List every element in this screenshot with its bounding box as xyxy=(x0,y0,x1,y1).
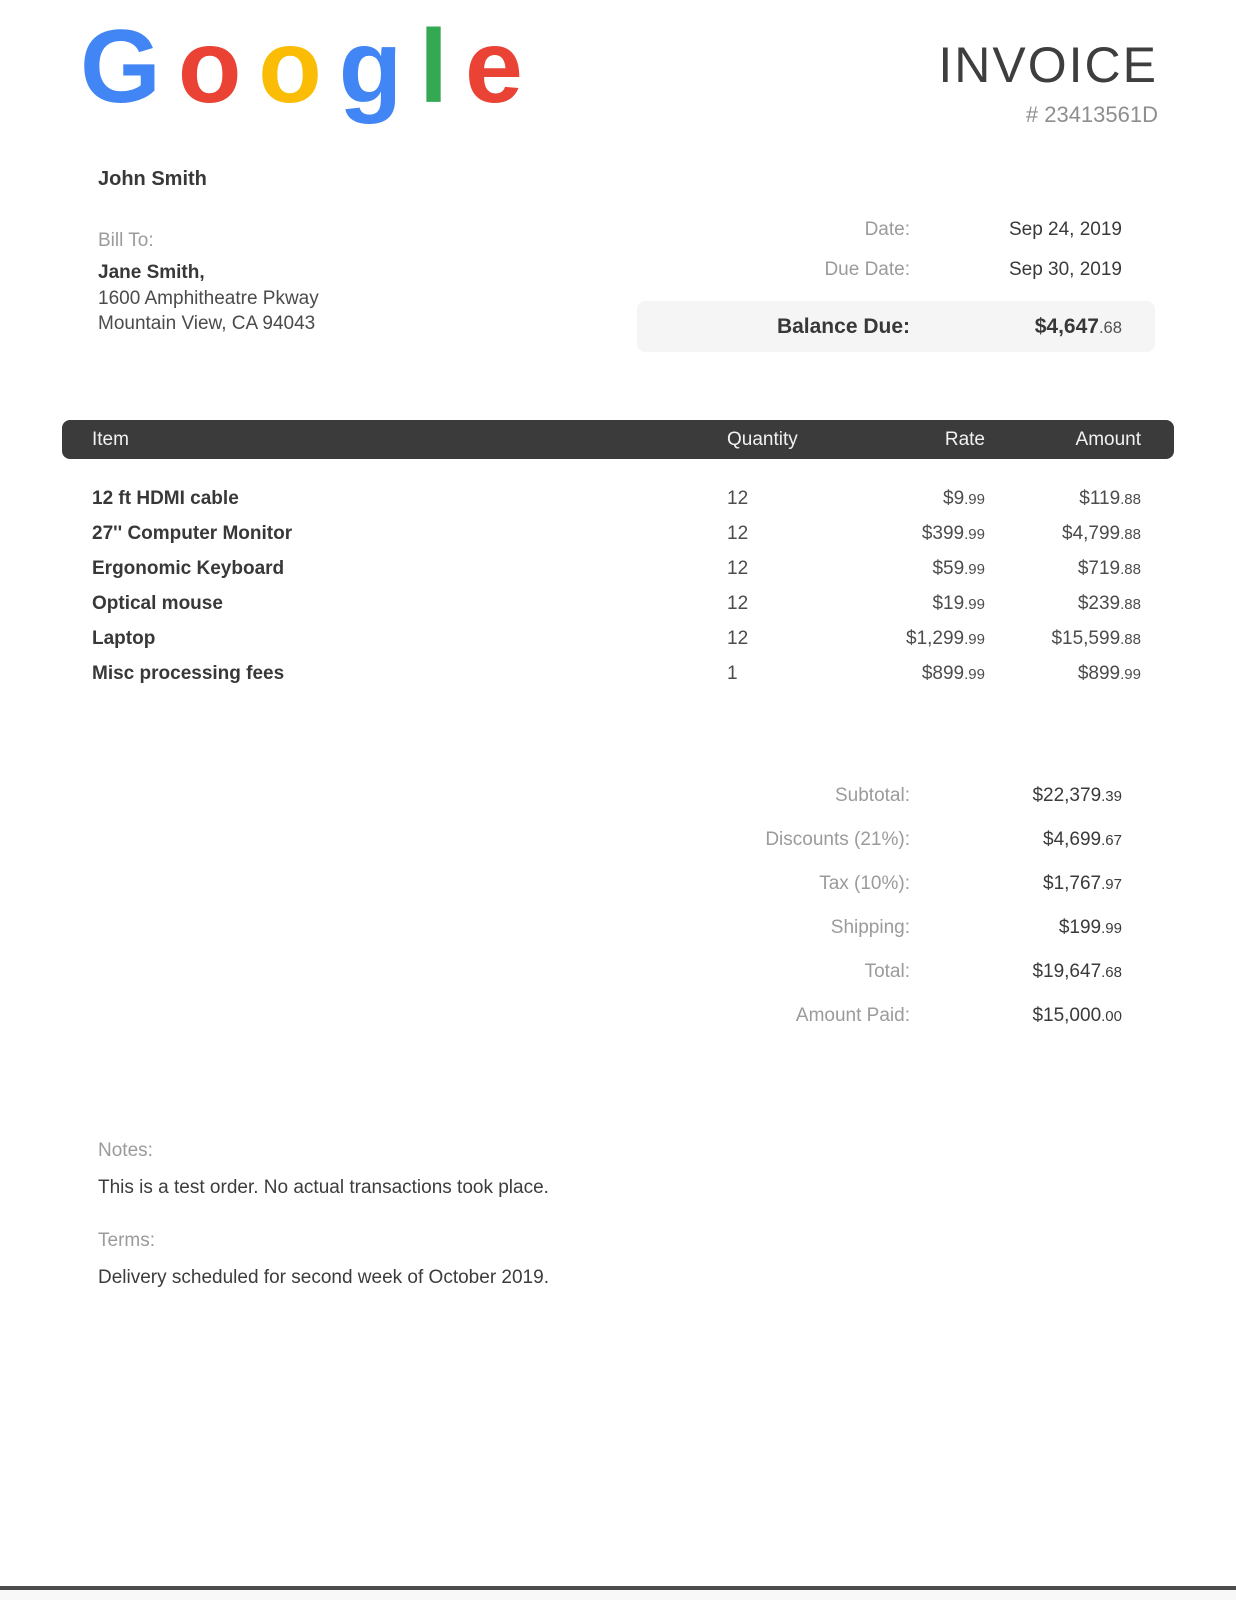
amount-cell: $15,599.88 xyxy=(1051,627,1141,649)
table-row xyxy=(62,586,1174,621)
table-row xyxy=(62,481,1174,516)
column-header-quantity: Quantity xyxy=(727,428,798,450)
balance-due-row xyxy=(637,301,1155,352)
total-label: Total: xyxy=(864,961,910,982)
table-row xyxy=(62,551,1174,586)
notes-terms-section xyxy=(98,1138,549,1290)
table-row xyxy=(62,516,1174,551)
item-name-cell: Misc processing fees xyxy=(92,662,285,684)
rate-cell: $9.99 xyxy=(943,487,985,509)
amount-cell: $119.88 xyxy=(1079,487,1141,509)
total-label: Tax (10%): xyxy=(819,873,910,894)
items-table xyxy=(62,420,1174,691)
rate-cell: $19.99 xyxy=(932,592,985,614)
total-value: $4,699.67 xyxy=(1043,829,1122,850)
total-label: Subtotal: xyxy=(835,785,910,806)
google-logo-letter: G xyxy=(80,9,155,125)
quantity-cell: 12 xyxy=(727,627,749,649)
item-name-cell: Ergonomic Keyboard xyxy=(92,557,285,579)
bill-to-address-line: 1600 Amphitheatre Pkway xyxy=(98,288,319,309)
total-row xyxy=(637,994,1155,1038)
invoice-number: # 23413561D xyxy=(1025,102,1158,127)
item-name-cell: Laptop xyxy=(92,627,156,649)
google-logo-letter: o xyxy=(258,9,316,125)
total-label: Amount Paid: xyxy=(795,1005,910,1026)
google-logo xyxy=(80,10,517,124)
quantity-cell: 12 xyxy=(727,557,749,579)
bill-to-label: Bill To: xyxy=(98,230,154,251)
amount-cell: $899.99 xyxy=(1077,662,1141,684)
date-row xyxy=(637,210,1155,250)
item-name-cell: 27'' Computer Monitor xyxy=(92,522,293,544)
total-value: $1,767.97 xyxy=(1043,873,1122,894)
date-value: Sep 24, 2019 xyxy=(1008,219,1122,240)
google-logo-letter: e xyxy=(464,9,517,125)
item-name-cell: Optical mouse xyxy=(92,592,223,614)
quantity-cell: 12 xyxy=(727,592,749,614)
rate-cell: $899.99 xyxy=(921,662,985,684)
due-date-value: Sep 30, 2019 xyxy=(1008,259,1122,280)
quantity-cell: 12 xyxy=(727,522,749,544)
table-row xyxy=(62,621,1174,656)
totals-section xyxy=(637,774,1155,1038)
page-bottom-edge xyxy=(0,1590,1236,1600)
total-row xyxy=(637,862,1155,906)
total-value: $19,647.68 xyxy=(1032,961,1122,982)
terms-label: Terms: xyxy=(98,1230,155,1251)
item-name-cell: 12 ft HDMI cable xyxy=(92,487,239,509)
total-value: $15,000.00 xyxy=(1032,1005,1122,1026)
rate-cell: $1,299.99 xyxy=(906,627,985,649)
google-logo-letter: l xyxy=(419,9,443,125)
total-label: Shipping: xyxy=(830,917,910,938)
column-header-item: Item xyxy=(92,428,129,450)
due-date-row xyxy=(637,250,1155,290)
notes-label: Notes: xyxy=(98,1140,153,1161)
total-row xyxy=(637,906,1155,950)
due-date-label: Due Date: xyxy=(824,259,910,280)
google-logo-letter: o xyxy=(177,9,236,125)
invoice-header xyxy=(938,37,1158,128)
quantity-cell: 1 xyxy=(727,662,738,684)
table-row xyxy=(62,656,1174,691)
notes-text: This is a test order. No actual transactions took place. xyxy=(98,1177,549,1198)
amount-cell: $4,799.88 xyxy=(1062,522,1141,544)
total-value: $199.99 xyxy=(1058,917,1122,938)
invoice-summary xyxy=(637,210,1155,352)
balance-due-label: Balance Due: xyxy=(776,314,910,338)
date-label: Date: xyxy=(864,219,910,240)
from-name: John Smith xyxy=(98,168,207,190)
total-value: $22,379.39 xyxy=(1032,785,1122,806)
google-logo-letter: g xyxy=(338,9,397,125)
bill-to-block xyxy=(98,228,319,336)
quantity-cell: 12 xyxy=(727,487,749,509)
terms-text: Delivery scheduled for second week of October 2019. xyxy=(98,1267,549,1288)
total-row xyxy=(637,950,1155,994)
total-label: Discounts (21%): xyxy=(765,829,910,850)
bill-to-name: Jane Smith, xyxy=(98,262,205,283)
rate-cell: $399.99 xyxy=(921,522,985,544)
column-header-amount: Amount xyxy=(1075,428,1141,450)
bill-to-address-line: Mountain View, CA 94043 xyxy=(98,313,316,334)
balance-due-value: $4,647.68 xyxy=(1034,314,1122,338)
invoice-title: INVOICE xyxy=(938,37,1158,93)
total-row xyxy=(637,818,1155,862)
rate-cell: $59.99 xyxy=(932,557,985,579)
total-row xyxy=(637,774,1155,818)
amount-cell: $719.88 xyxy=(1077,557,1141,579)
amount-cell: $239.88 xyxy=(1077,592,1141,614)
items-table-body xyxy=(62,481,1174,691)
items-table-header xyxy=(62,420,1174,459)
column-header-rate: Rate xyxy=(944,428,985,450)
